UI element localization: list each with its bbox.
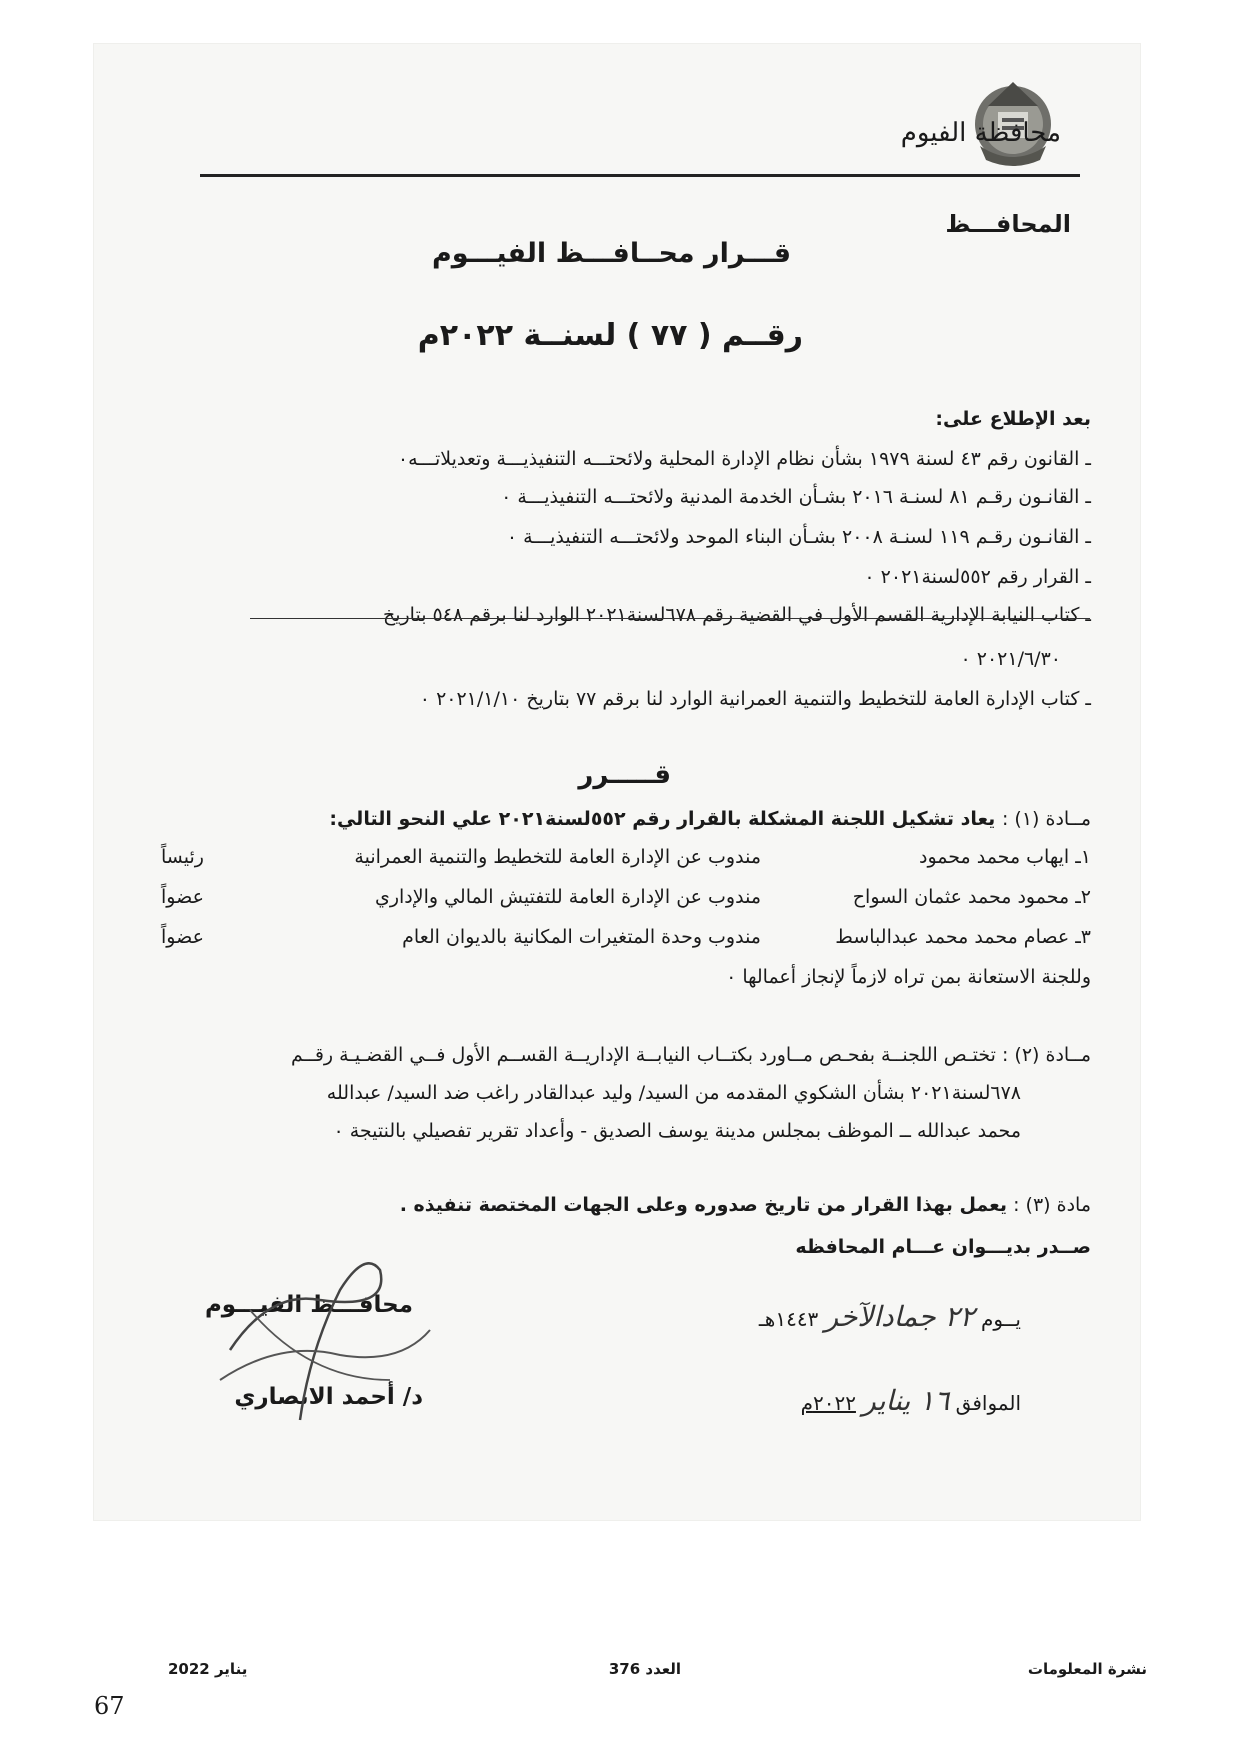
- member-position: عضواً: [161, 926, 204, 948]
- date-gregorian-handwritten: ١٦ يناير: [862, 1384, 950, 1417]
- member-position: رئيساً: [161, 846, 204, 868]
- date-hijri-handwritten: ٢٢ جمادالآخر: [824, 1300, 975, 1333]
- issued-at: صــدر بديـــوان عـــام المحافظه: [795, 1236, 1091, 1258]
- article-1: [329, 808, 1091, 830]
- date-gregorian: [801, 1384, 1021, 1417]
- signatory-name: د/ أحمد الانصاري: [234, 1384, 423, 1410]
- article-2-label: مــادة (٢) :: [1001, 1044, 1091, 1066]
- footer-date: يناير 2022: [168, 1660, 248, 1678]
- member-role: مندوب وحدة المتغيرات المكانية بالديوان العام: [402, 926, 761, 948]
- preamble-item: ٢٠٢١/٦/٣٠ ٠: [960, 648, 1061, 670]
- date-hijri-suffix: ١٤٤٣هـ: [758, 1307, 819, 1331]
- article-1-text: يعاد تشكيل اللجنة المشكلة بالقرار رقم ٥٥٢لسنة٢٠٢١ علي النحو التالي:: [329, 808, 996, 830]
- member-position: عضواً: [161, 886, 204, 908]
- signatory-title: محافـــظ الفيـــوم: [204, 1292, 413, 1318]
- article-2-line: محمد عبدالله ــ الموظف بمجلس مدينة يوسف الصديق - وأعداد تقرير تفصيلي بالنتيجة ٠: [333, 1120, 1021, 1142]
- member-name: ٣ـ عصام محمد محمد عبدالباسط: [835, 926, 1091, 948]
- preamble-heading: بعد الإطلاع على:: [935, 408, 1091, 430]
- preamble-item: ـ القانون رقم ٤٣ لسنة ١٩٧٩ بشأن نظام الإدارة المحلية ولائحتـــه التنفيذيـــة وتعديلاتـــه٠: [397, 448, 1091, 470]
- handwritten-signature-icon: [190, 1230, 450, 1430]
- article-2-line: ٦٧٨لسنة٢٠٢١ بشأن الشكوي المقدمه من السيد/ وليد عبدالقادر راغب ضد السيد/ عبدالله: [326, 1082, 1021, 1104]
- article-2-line: [291, 1044, 1091, 1066]
- date-gregorian-prefix: الموافق: [955, 1391, 1021, 1415]
- preamble-item: ـ كتاب الإدارة العامة للتخطيط والتنمية العمرانية الوارد لنا برقم ٧٧ بتاريخ ٢٠٢١/١/١٠ ٠: [419, 688, 1091, 710]
- date-hijri: [759, 1300, 1021, 1333]
- footer-issue: العدد 376: [608, 1660, 681, 1678]
- member-role: مندوب عن الإدارة العامة للتخطيط والتنمية العمرانية: [354, 846, 761, 868]
- decision-title: قـــرار محــافـــظ الفيـــوم: [431, 238, 791, 269]
- article-3-text: يعمل بهذا القرار من تاريخ صدوره وعلى الجهات المختصة تنفيذه .: [399, 1194, 1008, 1216]
- member-name: ٢ـ محمود محمد عثمان السواح: [852, 886, 1091, 908]
- header-divider: [200, 174, 1080, 177]
- office-label: المحافـــظ: [945, 210, 1071, 238]
- decree-heading: قـــــرر: [578, 760, 671, 790]
- preamble-item: ـ القانـون رقـم ١١٩ لسنـة ٢٠٠٨ بشـأن البناء الموحد ولائحتـــه التنفيذيـــة ٠: [506, 526, 1091, 548]
- date-hijri-prefix: يــوم: [981, 1307, 1021, 1331]
- page-number: 67: [94, 1692, 125, 1720]
- committee-member: [161, 926, 1091, 952]
- member-name: ١ـ ايهاب محمد محمود: [918, 846, 1091, 868]
- preamble-item: ـ كتاب النيابة الإدارية القسم الأول في القضية رقم ٦٧٨لسنة٢٠٢١ الوارد لنا برقم ٥٤٨ بتاريخ: [382, 604, 1091, 626]
- article-3-label: مادة (٣) :: [1013, 1194, 1091, 1216]
- preamble-item: ـ القانـون رقـم ٨١ لسنـة ٢٠١٦ بشـأن الخدمة المدنية ولائحتـــه التنفيذيـــة ٠: [501, 486, 1091, 508]
- committee-member: [161, 886, 1091, 912]
- article-2-text: تختـص اللجنــة بفحـص مــاورد بكتــاب النيابــة الإداريــة القســم الأول فــي القضـيـة رقــم: [291, 1044, 996, 1066]
- decision-number: رقــم ( ٧٧ ) لسنــة ٢٠٢٢م: [417, 318, 803, 353]
- member-role: مندوب عن الإدارة العامة للتفتيش المالي والإداري: [374, 886, 761, 908]
- date-gregorian-suffix: ٢٠٢٢م: [800, 1391, 856, 1415]
- article-1-label: مــادة (١) :: [1001, 808, 1091, 830]
- strike-line: [250, 618, 1090, 619]
- governorate-name: محافظة الفيوم: [900, 118, 1061, 148]
- article-3: [400, 1194, 1091, 1216]
- footer-publication: نشرة المعلومات: [1027, 1660, 1147, 1678]
- article-1-closing: وللجنة الاستعانة بمن تراه لازماً لإنجاز أعمالها ٠: [726, 966, 1091, 988]
- committee-member: [161, 846, 1091, 872]
- preamble-item: ـ القرار رقم ٥٥٢لسنة٢٠٢١ ٠: [864, 566, 1091, 588]
